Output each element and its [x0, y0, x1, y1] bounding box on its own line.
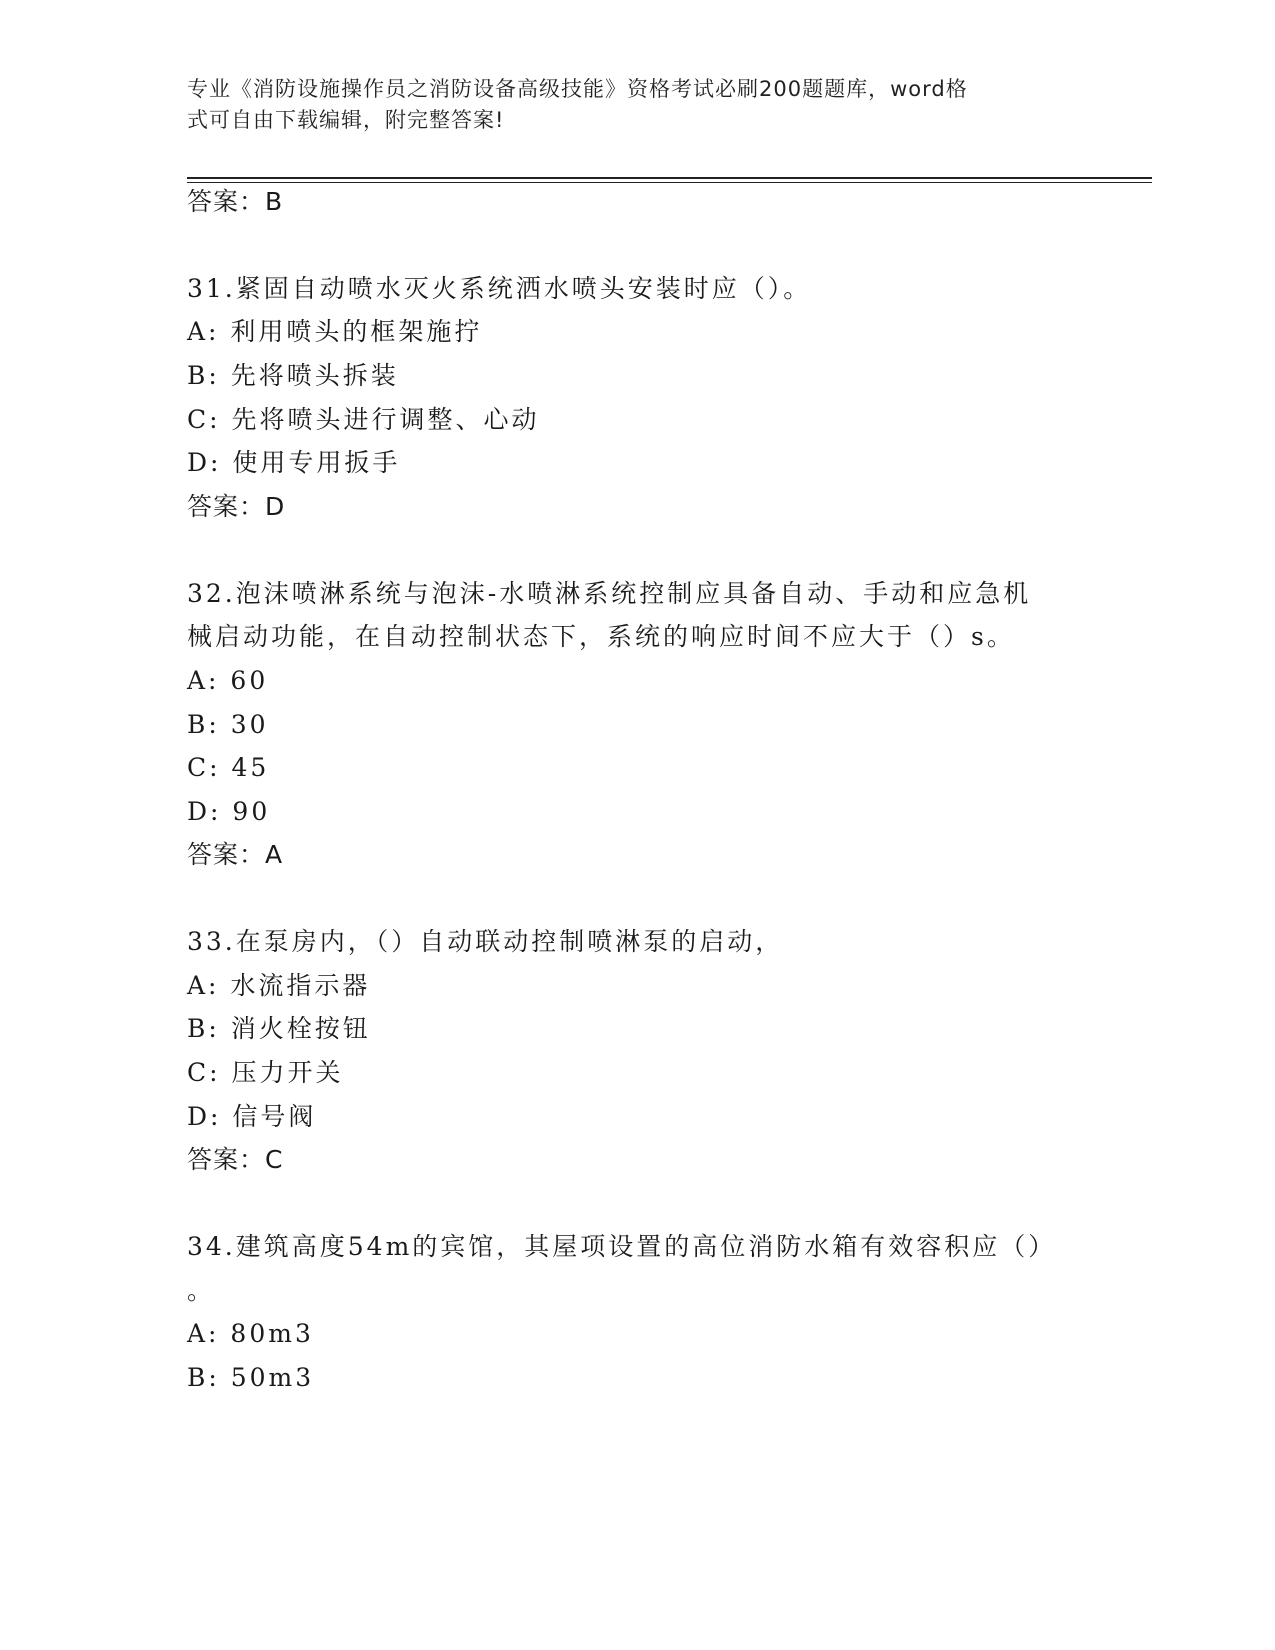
option-a: A: 60 — [187, 666, 269, 695]
answer-line: 答案：D — [187, 492, 286, 521]
header-line-2: 式可自由下载编辑，附完整答案! — [187, 108, 505, 132]
header-divider-thin — [187, 182, 1152, 183]
document-header — [187, 74, 1067, 136]
option-c: C: 先将喷头进行调整、心动 — [187, 405, 540, 434]
question-stem: 31.紧固自动喷水灭火系统洒水喷头安装时应（）。 — [187, 274, 812, 303]
question-stem-continued: 。 — [187, 1276, 216, 1305]
header-line-1: 专业《消防设施操作员之消防设备高级技能》资格考试必刷200题题库，word格 — [187, 77, 968, 101]
option-d: D: 使用专用扳手 — [187, 448, 401, 477]
option-b: B: 消火栓按钮 — [187, 1014, 371, 1043]
option-c: C: 45 — [187, 753, 270, 782]
option-a: A: 80m3 — [187, 1319, 314, 1348]
option-b: B: 先将喷头拆装 — [187, 361, 399, 390]
question-stem: 33.在泵房内，（）自动联动控制喷淋泵的启动， — [187, 927, 784, 956]
header-divider-thick — [187, 177, 1152, 179]
answer-line: 答案：C — [187, 1145, 284, 1174]
answer-line: 答案：A — [187, 840, 284, 869]
option-b: B: 30 — [187, 710, 269, 739]
answer-line: 答案：B — [187, 187, 284, 216]
option-b: B: 50m3 — [187, 1363, 315, 1392]
option-d: D: 90 — [187, 797, 271, 826]
question-stem: 34.建筑高度54m的宾馆，其屋项设置的高位消防水箱有效容积应（） — [187, 1232, 1057, 1261]
option-a: A: 水流指示器 — [187, 971, 371, 1000]
question-stem-continued: 械启动功能，在自动控制状态下，系统的响应时间不应大于（）s。 — [187, 622, 1015, 651]
option-a: A: 利用喷头的框架施拧 — [187, 317, 483, 346]
question-stem: 32.泡沫喷淋系统与泡沫-水喷淋系统控制应具备自动、手动和应急机 — [187, 579, 1032, 608]
option-d: D: 信号阀 — [187, 1102, 317, 1131]
option-c: C: 压力开关 — [187, 1058, 344, 1087]
